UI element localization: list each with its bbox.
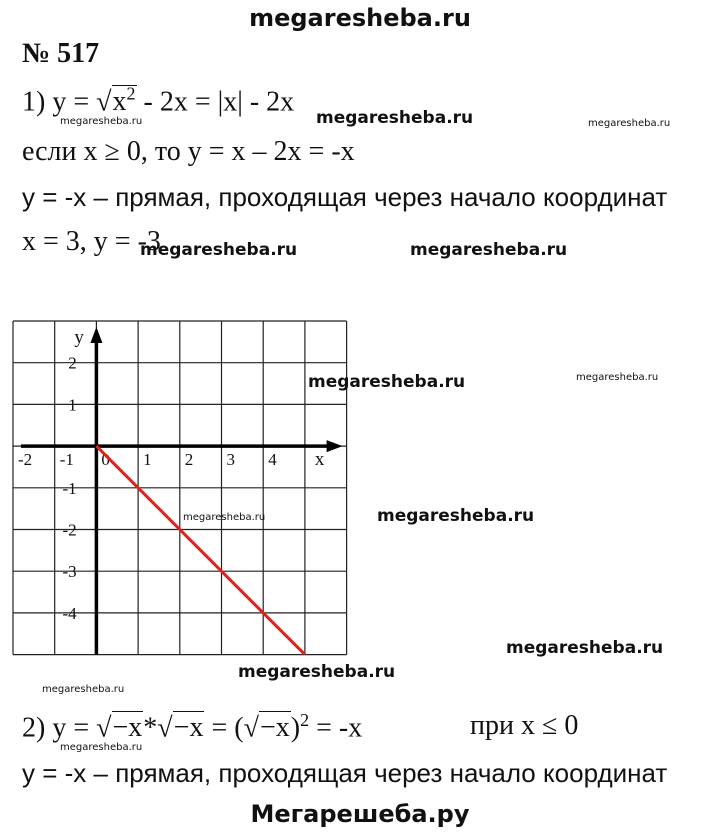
- watermark: megaresheba.ru: [576, 372, 659, 383]
- paren-close: ): [290, 712, 301, 744]
- watermark: megaresheba.ru: [140, 240, 298, 260]
- square-exponent: 2: [300, 710, 310, 730]
- watermark: megaresheba.ru: [308, 372, 466, 392]
- sqrt-sign-icon: √: [157, 712, 173, 744]
- y-tick-label: 2: [68, 353, 77, 373]
- x-tick-label: 2: [184, 450, 194, 470]
- watermark: megaresheba.ru: [238, 662, 396, 682]
- tick-labels: [18, 327, 325, 623]
- problem-number: № 517: [22, 38, 100, 69]
- radical-2: −x: [173, 712, 204, 744]
- part2-condition: при x ≤ 0: [470, 710, 579, 741]
- part2-line2: y = -x – прямая, проходящая через начало координат: [22, 758, 668, 788]
- x-axis-label: x: [314, 449, 325, 471]
- y-tick-label: 1: [68, 395, 77, 415]
- x-tick-label: 1: [143, 450, 152, 470]
- y-tick-label: -3: [62, 562, 77, 582]
- radicand-base: x: [112, 86, 127, 118]
- radicand-exponent: 2: [126, 84, 136, 104]
- part1-line3: y = -x – прямая, проходящая через начало координат: [22, 182, 668, 212]
- part2-prefix: 2) y =: [22, 712, 97, 744]
- site-header: megaresheba.ru: [249, 4, 471, 32]
- x-tick-label: 0: [101, 450, 110, 470]
- y-axis-label: y: [74, 327, 84, 348]
- y-tick-label: -4: [62, 603, 77, 623]
- x-tick-label: -1: [59, 450, 74, 470]
- watermark: megaresheba.ru: [60, 742, 143, 753]
- footer-watermark: Мегарешеба.ру: [250, 800, 470, 828]
- radical-1: −x: [112, 712, 143, 744]
- line1-suffix: - 2x = |x| - 2x: [136, 86, 295, 118]
- y-axis-arrow-icon: [90, 327, 102, 343]
- watermark: megaresheba.ru: [410, 240, 568, 260]
- watermark: megaresheba.ru: [588, 118, 671, 129]
- part2-tail: = -x: [309, 712, 363, 744]
- y-tick-label: -1: [62, 478, 77, 498]
- series-line: [96, 446, 305, 654]
- sqrt-sign-icon: √: [243, 712, 259, 744]
- watermark: megaresheba.ru: [377, 506, 535, 526]
- x-tick-label: -2: [18, 450, 33, 470]
- watermark: megaresheba.ru: [506, 638, 664, 658]
- multiply-star: *: [143, 712, 158, 744]
- x-tick-label: 3: [226, 450, 235, 470]
- part2-mid: = (: [204, 712, 244, 744]
- watermark: megaresheba.ru: [183, 512, 266, 523]
- part2-line1: [22, 710, 362, 744]
- watermark: megaresheba.ru: [42, 684, 125, 695]
- radical-3: −x: [259, 712, 290, 744]
- part1-line2: если x ≥ 0, то y = x – 2x = -x: [22, 136, 355, 167]
- watermark: megaresheba.ru: [60, 116, 143, 127]
- part1-line4: x = 3, y = -3: [22, 226, 161, 257]
- series-layer: [96, 446, 305, 654]
- x-tick-label: 4: [268, 450, 277, 470]
- y-tick-label: -2: [62, 520, 77, 540]
- sqrt-sign-icon: √: [96, 86, 112, 118]
- sqrt-sign-icon: √: [96, 712, 112, 744]
- x-axis-arrow-icon: [327, 440, 343, 452]
- watermark: megaresheba.ru: [316, 108, 474, 128]
- line1-prefix: 1) y =: [22, 86, 97, 118]
